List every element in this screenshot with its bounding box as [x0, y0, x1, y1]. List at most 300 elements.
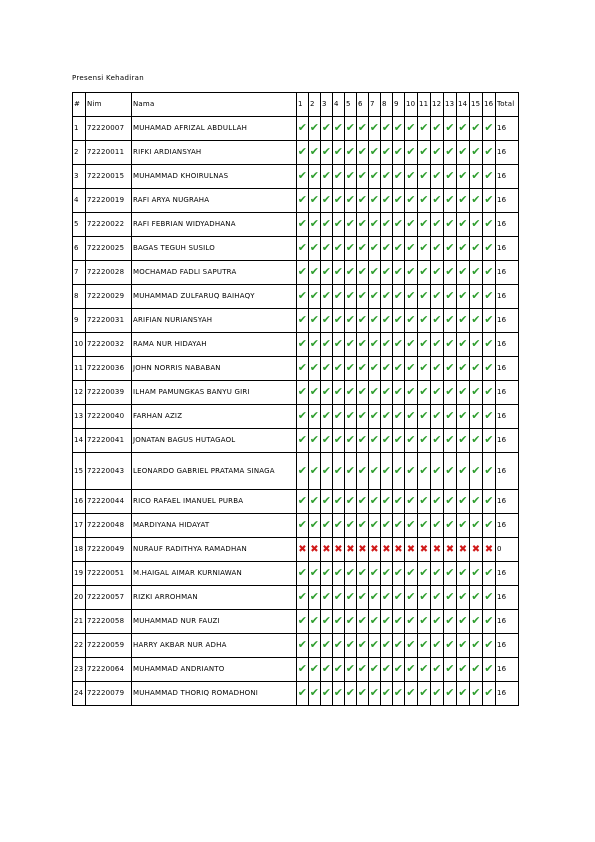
student-nim: 72220022 [86, 213, 132, 237]
attendance-cell [333, 453, 345, 490]
check-icon: ✔ [369, 494, 380, 507]
check-icon: ✔ [321, 614, 332, 627]
attendance-cell [297, 117, 309, 141]
check-icon: ✔ [406, 463, 416, 477]
check-icon: ✔ [445, 337, 455, 350]
check-icon: ✔ [357, 385, 368, 398]
attendance-cell [369, 453, 381, 490]
check-icon: ✔ [432, 638, 442, 651]
attendance-cell [418, 261, 431, 285]
attendance-cell [431, 682, 444, 706]
check-icon: ✔ [381, 217, 392, 230]
attendance-cell [405, 610, 418, 634]
check-icon: ✔ [419, 265, 429, 278]
attendance-cell [470, 453, 483, 490]
student-nim: 72220029 [86, 285, 132, 309]
check-icon: ✔ [357, 217, 368, 230]
attendance-cell [369, 381, 381, 405]
check-icon: ✔ [432, 662, 442, 675]
check-icon: ✔ [393, 494, 404, 507]
check-icon: ✔ [445, 313, 455, 326]
check-icon: ✔ [484, 265, 494, 278]
check-icon: ✔ [381, 313, 392, 326]
check-icon: ✔ [357, 121, 368, 134]
check-icon: ✔ [321, 265, 332, 278]
check-icon: ✔ [297, 313, 308, 326]
check-icon: ✔ [357, 313, 368, 326]
attendance-cell [431, 141, 444, 165]
attendance-cell [444, 117, 457, 141]
student-nim: 72220049 [86, 538, 132, 562]
student-nim: 72220007 [86, 117, 132, 141]
attendance-cell [357, 285, 369, 309]
attendance-cell [309, 658, 321, 682]
table-row [73, 189, 519, 213]
check-icon: ✔ [297, 590, 308, 603]
attendance-cell [321, 586, 333, 610]
col-header-meeting-5: 5 [345, 93, 357, 117]
attendance-cell [470, 285, 483, 309]
attendance-cell [457, 453, 470, 490]
attendance-cell [431, 285, 444, 309]
student-name: RICO RAFAEL IMANUEL PURBA [132, 490, 297, 514]
attendance-cell [309, 237, 321, 261]
check-icon: ✔ [445, 566, 455, 579]
check-icon: ✔ [393, 409, 404, 422]
attendance-cell [297, 309, 309, 333]
attendance-cell [345, 237, 357, 261]
check-icon: ✔ [297, 385, 308, 398]
table-row [73, 586, 519, 610]
check-icon: ✔ [406, 289, 416, 302]
attendance-cell [297, 213, 309, 237]
check-icon: ✔ [432, 145, 442, 158]
check-icon: ✔ [333, 566, 344, 579]
attendance-cell [297, 381, 309, 405]
check-icon: ✔ [419, 193, 429, 206]
attendance-cell [321, 381, 333, 405]
attendance-cell [457, 490, 470, 514]
attendance-cell [470, 189, 483, 213]
attendance-cell [309, 261, 321, 285]
check-icon: ✔ [309, 433, 320, 446]
attendance-cell [405, 490, 418, 514]
attendance-cell [431, 237, 444, 261]
attendance-cell [483, 357, 496, 381]
attendance-cell [321, 562, 333, 586]
check-icon: ✔ [297, 686, 308, 699]
attendance-cell [309, 189, 321, 213]
attendance-cell [393, 634, 405, 658]
attendance-cell [483, 514, 496, 538]
attendance-cell [309, 586, 321, 610]
attendance-cell [393, 213, 405, 237]
attendance-cell [357, 189, 369, 213]
attendance-cell [309, 562, 321, 586]
attendance-cell [418, 117, 431, 141]
attendance-cell [470, 261, 483, 285]
check-icon: ✔ [432, 614, 442, 627]
student-nim: 72220057 [86, 586, 132, 610]
check-icon: ✔ [458, 433, 468, 446]
attendance-cell [483, 237, 496, 261]
attendance-cell [444, 213, 457, 237]
check-icon: ✔ [445, 385, 455, 398]
check-icon: ✔ [333, 494, 344, 507]
check-icon: ✔ [432, 518, 442, 531]
attendance-cell [418, 237, 431, 261]
check-icon: ✔ [309, 409, 320, 422]
attendance-cell [297, 189, 309, 213]
col-header-no: # [73, 93, 86, 117]
check-icon: ✔ [321, 409, 332, 422]
check-icon: ✔ [345, 193, 356, 206]
attendance-cell [297, 405, 309, 429]
attendance-cell [470, 309, 483, 333]
check-icon: ✔ [369, 313, 380, 326]
check-icon: ✔ [471, 433, 481, 446]
student-total: 16 [496, 285, 519, 309]
check-icon: ✔ [333, 289, 344, 302]
attendance-cell [483, 117, 496, 141]
row-number: 15 [73, 453, 86, 490]
attendance-cell [345, 586, 357, 610]
student-total: 16 [496, 141, 519, 165]
attendance-cell [418, 381, 431, 405]
attendance-cell [321, 490, 333, 514]
check-icon: ✔ [393, 518, 404, 531]
check-icon: ✔ [369, 145, 380, 158]
attendance-cell [431, 586, 444, 610]
check-icon: ✔ [309, 566, 320, 579]
check-icon: ✔ [471, 265, 481, 278]
check-icon: ✔ [297, 409, 308, 422]
attendance-cell [369, 189, 381, 213]
check-icon: ✔ [297, 265, 308, 278]
check-icon: ✔ [445, 662, 455, 675]
student-nim: 72220028 [86, 261, 132, 285]
row-number: 6 [73, 237, 86, 261]
student-name: MUHAMMAD THORIQ ROMADHONI [132, 682, 297, 706]
attendance-cell [333, 562, 345, 586]
check-icon: ✔ [369, 121, 380, 134]
check-icon: ✔ [345, 121, 356, 134]
check-icon: ✔ [381, 686, 392, 699]
check-icon: ✔ [445, 289, 455, 302]
attendance-cell [470, 357, 483, 381]
check-icon: ✔ [393, 121, 404, 134]
attendance-cell [345, 285, 357, 309]
student-total: 16 [496, 213, 519, 237]
check-icon: ✔ [484, 193, 494, 206]
attendance-cell [381, 117, 393, 141]
attendance-cell [333, 357, 345, 381]
check-icon: ✔ [357, 241, 368, 254]
check-icon: ✔ [458, 217, 468, 230]
check-icon: ✔ [345, 313, 356, 326]
check-icon: ✔ [458, 265, 468, 278]
attendance-cell [357, 682, 369, 706]
check-icon: ✔ [333, 169, 344, 182]
check-icon: ✔ [357, 463, 368, 477]
attendance-cell [393, 381, 405, 405]
table-row [73, 213, 519, 237]
student-nim: 72220059 [86, 634, 132, 658]
check-icon: ✔ [471, 686, 481, 699]
col-header-meeting-7: 7 [369, 93, 381, 117]
check-icon: ✔ [333, 337, 344, 350]
check-icon: ✔ [484, 494, 494, 507]
check-icon: ✔ [345, 566, 356, 579]
table-row [73, 610, 519, 634]
attendance-cell [470, 490, 483, 514]
attendance-cell [431, 165, 444, 189]
col-header-meeting-9: 9 [393, 93, 405, 117]
attendance-cell [309, 429, 321, 453]
student-nim: 72220064 [86, 658, 132, 682]
student-total: 16 [496, 586, 519, 610]
attendance-cell [418, 309, 431, 333]
attendance-cell [483, 381, 496, 405]
check-icon: ✔ [432, 193, 442, 206]
check-icon: ✔ [406, 337, 416, 350]
check-icon: ✔ [471, 638, 481, 651]
attendance-cell [405, 658, 418, 682]
check-icon: ✔ [445, 590, 455, 603]
attendance-cell [345, 381, 357, 405]
check-icon: ✔ [471, 662, 481, 675]
check-icon: ✔ [484, 638, 494, 651]
attendance-cell [357, 658, 369, 682]
attendance-cell [357, 117, 369, 141]
check-icon: ✔ [471, 241, 481, 254]
attendance-cell [470, 405, 483, 429]
check-icon: ✔ [393, 313, 404, 326]
check-icon: ✔ [333, 686, 344, 699]
attendance-cell [345, 610, 357, 634]
attendance-cell [333, 309, 345, 333]
check-icon: ✔ [369, 686, 380, 699]
row-number: 13 [73, 405, 86, 429]
student-nim: 72220051 [86, 562, 132, 586]
attendance-cell [369, 586, 381, 610]
check-icon: ✔ [445, 241, 455, 254]
check-icon: ✔ [406, 169, 416, 182]
attendance-cell [369, 357, 381, 381]
attendance-cell [393, 429, 405, 453]
attendance-cell [457, 237, 470, 261]
check-icon: ✔ [369, 614, 380, 627]
check-icon: ✔ [357, 193, 368, 206]
col-header-name: Nama [132, 93, 297, 117]
check-icon: ✔ [345, 590, 356, 603]
table-row [73, 237, 519, 261]
check-icon: ✔ [357, 662, 368, 675]
student-name: MUHAMAD AFRIZAL ABDULLAH [132, 117, 297, 141]
check-icon: ✔ [458, 518, 468, 531]
attendance-cell [393, 490, 405, 514]
attendance-cell [369, 285, 381, 309]
attendance-cell [405, 586, 418, 610]
row-number: 22 [73, 634, 86, 658]
attendance-cell [357, 405, 369, 429]
check-icon: ✔ [369, 409, 380, 422]
attendance-cell [418, 610, 431, 634]
attendance-cell [444, 309, 457, 333]
attendance-cell [470, 381, 483, 405]
check-icon: ✔ [484, 686, 494, 699]
table-row [73, 285, 519, 309]
check-icon: ✔ [419, 518, 429, 531]
check-icon: ✔ [406, 193, 416, 206]
check-icon: ✔ [419, 494, 429, 507]
check-icon: ✔ [484, 217, 494, 230]
check-icon: ✔ [321, 121, 332, 134]
col-header-meeting-8: 8 [381, 93, 393, 117]
check-icon: ✔ [432, 385, 442, 398]
attendance-cell [444, 237, 457, 261]
check-icon: ✔ [357, 494, 368, 507]
attendance-cell [381, 658, 393, 682]
attendance-cell [381, 634, 393, 658]
row-number: 18 [73, 538, 86, 562]
check-icon: ✔ [406, 265, 416, 278]
check-icon: ✔ [381, 121, 392, 134]
student-nim: 72220048 [86, 514, 132, 538]
attendance-cell [333, 261, 345, 285]
attendance-cell [483, 562, 496, 586]
attendance-cell [431, 189, 444, 213]
attendance-cell [345, 141, 357, 165]
check-icon: ✔ [297, 361, 308, 374]
check-icon: ✔ [369, 662, 380, 675]
attendance-cell [470, 514, 483, 538]
check-icon: ✔ [333, 193, 344, 206]
attendance-cell [321, 658, 333, 682]
attendance-cell [470, 117, 483, 141]
check-icon: ✔ [458, 662, 468, 675]
col-header-nim: Nim [86, 93, 132, 117]
attendance-cell [381, 237, 393, 261]
attendance-cell [470, 213, 483, 237]
check-icon: ✔ [484, 566, 494, 579]
attendance-cell [321, 610, 333, 634]
check-icon: ✔ [406, 409, 416, 422]
attendance-cell [393, 333, 405, 357]
attendance-cell [393, 453, 405, 490]
col-header-total: Total [496, 93, 519, 117]
attendance-cell [431, 514, 444, 538]
attendance-cell [457, 610, 470, 634]
attendance-cell [381, 333, 393, 357]
attendance-cell [297, 141, 309, 165]
attendance-cell [345, 261, 357, 285]
attendance-cell [309, 333, 321, 357]
check-icon: ✔ [419, 590, 429, 603]
attendance-cell [297, 237, 309, 261]
check-icon: ✔ [484, 337, 494, 350]
check-icon: ✔ [321, 590, 332, 603]
check-icon: ✔ [381, 289, 392, 302]
attendance-cell [333, 538, 345, 562]
attendance-cell [369, 309, 381, 333]
attendance-cell [357, 213, 369, 237]
check-icon: ✔ [393, 638, 404, 651]
attendance-cell [333, 117, 345, 141]
attendance-cell [418, 634, 431, 658]
table-row [73, 165, 519, 189]
check-icon: ✔ [419, 686, 429, 699]
attendance-cell [393, 261, 405, 285]
check-icon: ✔ [419, 121, 429, 134]
attendance-cell [345, 405, 357, 429]
attendance-cell [369, 682, 381, 706]
attendance-cell [483, 405, 496, 429]
check-icon: ✔ [393, 145, 404, 158]
check-icon: ✔ [381, 566, 392, 579]
attendance-cell [381, 562, 393, 586]
attendance-cell [405, 562, 418, 586]
attendance-cell [369, 562, 381, 586]
table-row [73, 658, 519, 682]
check-icon: ✔ [381, 265, 392, 278]
check-icon: ✔ [432, 241, 442, 254]
attendance-cell [405, 357, 418, 381]
attendance-cell [357, 237, 369, 261]
check-icon: ✔ [381, 590, 392, 603]
attendance-cell [357, 309, 369, 333]
student-nim: 72220019 [86, 189, 132, 213]
table-row [73, 381, 519, 405]
check-icon: ✔ [309, 169, 320, 182]
check-icon: ✔ [393, 241, 404, 254]
attendance-cell [381, 405, 393, 429]
attendance-cell [405, 285, 418, 309]
attendance-cell [333, 429, 345, 453]
check-icon: ✔ [297, 145, 308, 158]
check-icon: ✔ [419, 409, 429, 422]
student-total: 16 [496, 610, 519, 634]
check-icon: ✔ [369, 463, 380, 477]
attendance-cell [405, 261, 418, 285]
col-header-meeting-11: 11 [418, 93, 431, 117]
attendance-cell [444, 285, 457, 309]
check-icon: ✔ [309, 289, 320, 302]
check-icon: ✔ [309, 590, 320, 603]
col-header-meeting-12: 12 [431, 93, 444, 117]
attendance-cell [297, 453, 309, 490]
row-number: 10 [73, 333, 86, 357]
attendance-cell [457, 141, 470, 165]
attendance-cell [333, 490, 345, 514]
attendance-cell [405, 429, 418, 453]
check-icon: ✔ [432, 169, 442, 182]
check-icon: ✔ [471, 590, 481, 603]
row-number: 9 [73, 309, 86, 333]
check-icon: ✔ [432, 590, 442, 603]
page-title: Presensi Kehadiran [72, 74, 145, 82]
check-icon: ✔ [333, 409, 344, 422]
check-icon: ✔ [393, 590, 404, 603]
check-icon: ✔ [321, 289, 332, 302]
check-icon: ✔ [357, 145, 368, 158]
check-icon: ✔ [458, 337, 468, 350]
check-icon: ✔ [381, 193, 392, 206]
check-icon: ✔ [357, 566, 368, 579]
attendance-cell [345, 333, 357, 357]
attendance-cell [483, 658, 496, 682]
check-icon: ✔ [345, 614, 356, 627]
